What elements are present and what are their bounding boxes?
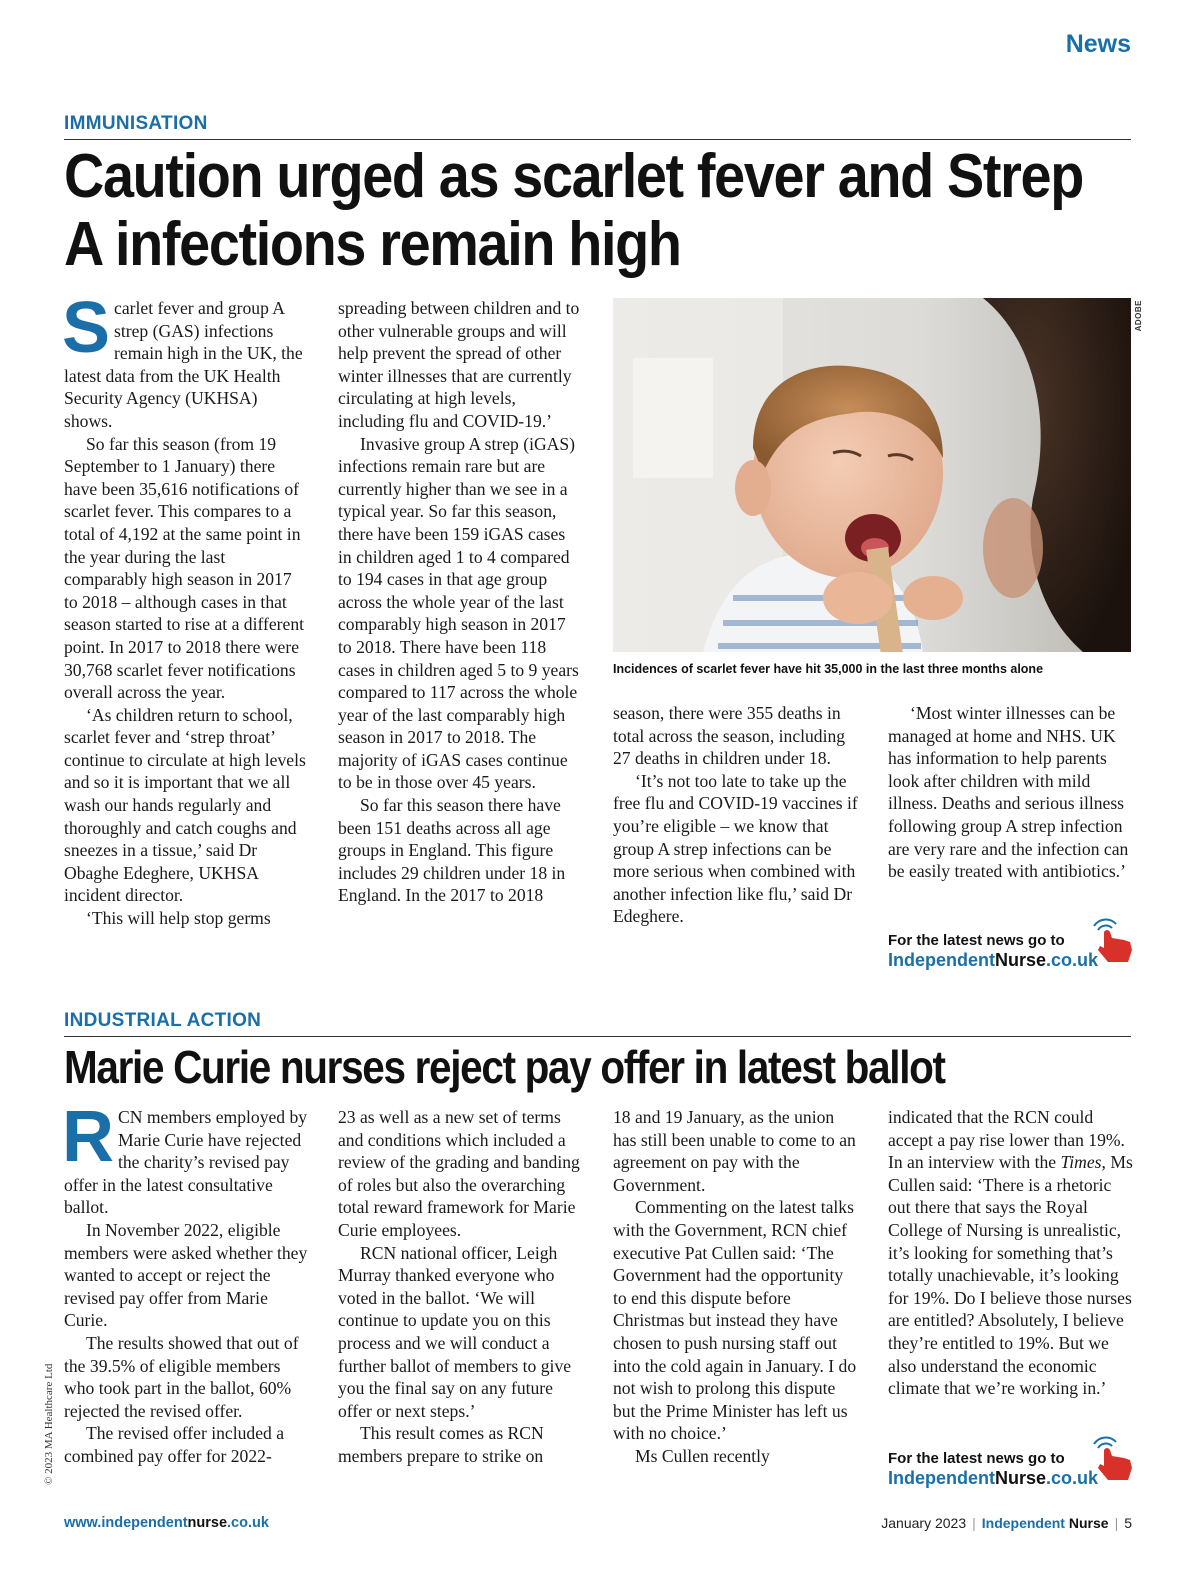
paragraph: ‘Most winter illnesses can be managed at home and NHS. UK has information to help parents look after children with mild illness. Deaths and serious illness following group A strep infection are very rare and the infection can be easily treated with antibiotics.’ bbox=[888, 703, 1129, 882]
footer-website-link[interactable]: www.independentnurse.co.uk bbox=[64, 1515, 269, 1531]
paragraph: season, there were 355 deaths in total across the season, including 27 deaths in children under 18. bbox=[613, 703, 846, 769]
divider bbox=[64, 1036, 1131, 1037]
article2-category: INDUSTRIAL ACTION bbox=[64, 1010, 262, 1031]
paragraph: 23 as well as a new set of terms and conditions which included a review of the grading and banding of roles but also the overarching total reward framework for Marie Curie employees. bbox=[338, 1107, 580, 1240]
paragraph: Commenting on the latest talks with the Government, RCN chief executive Pat Cullen said: ‘The Government had the opportunity to end this dispute before Christmas but instead they have chosen to push nursing staff out into the cold again in January. I do not wish to prolong this dispute but the Prime Minister has left us with no choice.’ bbox=[613, 1197, 857, 1444]
pointing-hand-icon bbox=[1088, 1436, 1136, 1484]
article1-headline: Caution urged as scarlet fever and Strep A infections remain high bbox=[64, 142, 1083, 279]
article2-column-3 bbox=[613, 1106, 858, 1468]
promo-text: For the latest news go to bbox=[888, 932, 1065, 949]
paragraph: Scarlet fever and group A strep (GAS) infections remain high in the UK, the latest data from the UK Health Security Agency (UKHSA) shows. bbox=[62, 288, 303, 431]
article2-headline: Marie Curie nurses reject pay offer in latest ballot bbox=[64, 1041, 945, 1093]
article1-column-4 bbox=[888, 702, 1133, 883]
paragraph: So far this season there have been 151 deaths across all age groups in England. This figure includes 29 children under 18 in England. In the 2017 to 2018 bbox=[338, 795, 566, 906]
dropcap: S bbox=[62, 288, 111, 368]
divider bbox=[64, 139, 1131, 140]
article1-column-3 bbox=[613, 702, 858, 928]
promo-url[interactable]: IndependentNurse.co.uk bbox=[888, 1468, 1099, 1488]
article1-column-1 bbox=[62, 288, 309, 930]
dropcap: R bbox=[62, 1097, 114, 1177]
article1-category: IMMUNISATION bbox=[64, 113, 208, 134]
news-promo-link[interactable] bbox=[888, 932, 1098, 971]
paragraph: ‘As children return to school, scarlet fever and ‘strep throat’ continue to circulate at high levels and so it is important that we all wash our hands regularly and thoroughly and catch coughs and sneezes in a tissue,’ said Dr Obaghe Edeghere, UKHSA incident director. bbox=[64, 704, 306, 906]
promo-url[interactable]: IndependentNurse.co.uk bbox=[888, 950, 1099, 970]
photo-credit: ADOBE bbox=[1134, 300, 1143, 332]
paragraph: ‘It’s not too late to take up the free flu and COVID-19 vaccines if you’re eligible – we know that group A strep infections can be more serious when combined with another infection like flu,’ said Dr Edeghere. bbox=[613, 770, 858, 927]
section-label: News bbox=[1065, 30, 1131, 58]
publication-name: Independent Nurse bbox=[981, 1515, 1109, 1531]
article1-column-2 bbox=[338, 297, 583, 907]
news-promo-link[interactable] bbox=[888, 1450, 1098, 1489]
footer-info: January 2023 | Independent Nurse | 5 bbox=[881, 1515, 1132, 1531]
paragraph: 18 and 19 January, as the union has still been unable to come to an agreement on pay with the Government. bbox=[613, 1107, 856, 1195]
article2-column-2 bbox=[338, 1106, 583, 1468]
paragraph: ‘This will help stop germs bbox=[86, 908, 271, 929]
paragraph: The results showed that out of the 39.5% of eligible members who took part in the ballot, 60% rejected the revised offer. bbox=[64, 1332, 299, 1421]
page-number: 5 bbox=[1124, 1515, 1132, 1531]
paragraph: RCN national officer, Leigh Murray thanked everyone who voted in the ballot. ‘We will continue to update you on this process and we will conduct a further ballot of members to give you the final say on any future offer or next steps.’ bbox=[338, 1242, 572, 1421]
issue-date: January 2023 bbox=[881, 1515, 967, 1531]
pointing-hand-icon bbox=[1088, 918, 1136, 966]
paragraph: spreading between children and to other vulnerable groups and will help prevent the spread of other winter illnesses that are currently circulating at high levels, including flu and COVID-19.’ bbox=[338, 298, 580, 431]
paragraph: This result comes as RCN members prepare to strike on bbox=[338, 1423, 544, 1466]
article2-column-4 bbox=[888, 1106, 1133, 1400]
paragraph: RCN members employed by Marie Curie have rejected the charity’s revised pay offer in the latest consultative ballot. bbox=[62, 1097, 308, 1218]
paragraph: So far this season (from 19 September to 1 January) there have been 35,616 notifications of scarlet fever. This compares to a total of 4,192 at the same point in the year during the last comparably high season in 2017 to 2018 – although cases in that season started to rise at a different point. In 2017 to 2018 there were 30,768 scarlet fever notifications overall across the year. bbox=[64, 433, 305, 703]
article2-column-1 bbox=[62, 1097, 309, 1468]
paragraph: In November 2022, eligible members were asked whether they wanted to accept or reject the revised pay offer from Marie Curie. bbox=[64, 1219, 308, 1331]
child-throat-exam-photo bbox=[613, 298, 1131, 652]
paragraph: indicated that the RCN could accept a pay rise lower than 19%. In an interview with the Times, Ms Cullen said: ‘There is a rhetoric out there that says the Royal College of Nursing is unrealistic, it’s looking for something that’s totally unachievable, it’s looking for 19%. Do I believe those nurses are entitled? Absolutely, I believe they’re entitled to 19%. But we also understand the economic climate that we’re working in.’ bbox=[888, 1107, 1133, 1399]
paragraph: Invasive group A strep (iGAS) infections remain rare but are currently higher than we see in a typical year. So far this season, there have been 159 iGAS cases in children aged 1 to 4 compared to 194 cases in that age group across the whole year of the last comparably high season in 2017 to 2018. There have been 118 cases in children aged 5 to 9 years compared to 117 across the whole year of the last comparably high season in 2017 to 2018. The majority of iGAS cases continue to be in those over 45 years. bbox=[338, 433, 579, 793]
copyright-notice: © 2023 MA Healthcare Ltd bbox=[43, 1363, 55, 1485]
promo-text: For the latest news go to bbox=[888, 1450, 1065, 1467]
paragraph: The revised offer included a combined pay offer for 2022- bbox=[64, 1423, 285, 1466]
photo-caption: Incidences of scarlet fever have hit 35,000 in the last three months alone bbox=[613, 662, 1044, 676]
paragraph: Ms Cullen recently bbox=[635, 1445, 770, 1466]
